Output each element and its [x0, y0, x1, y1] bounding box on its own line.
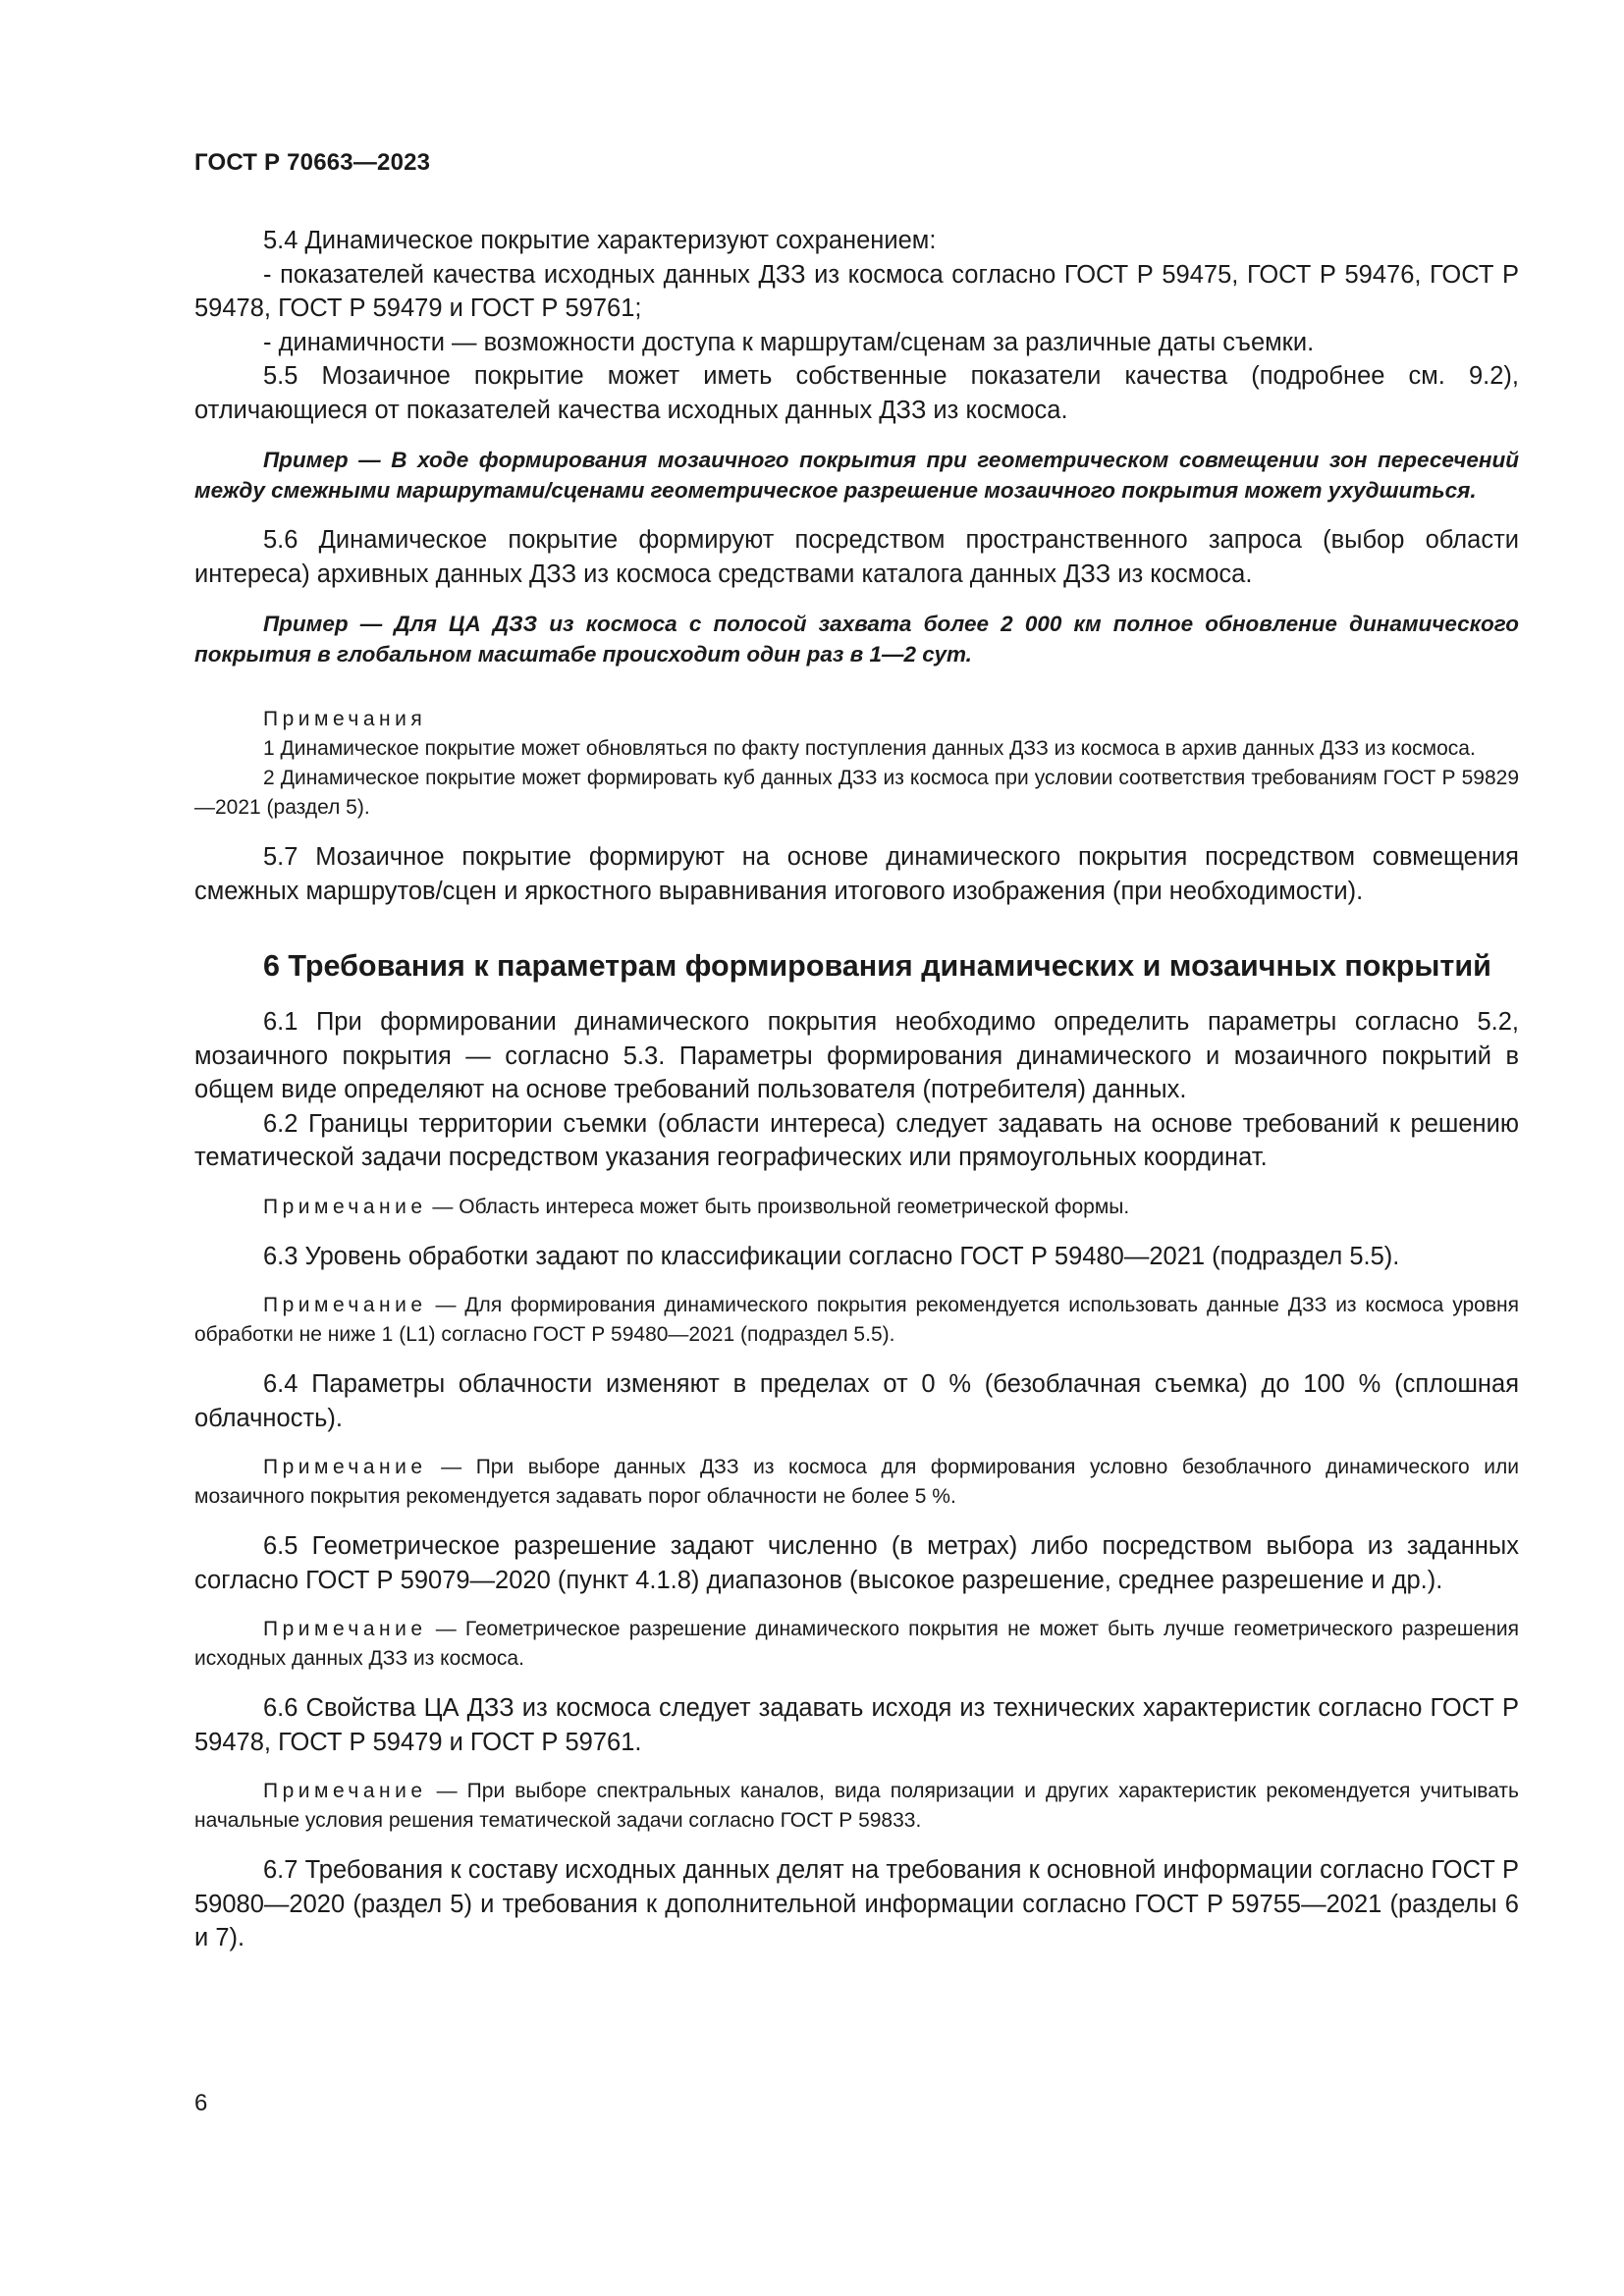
- clause-6-5: 6.5 Геометрическое разрешение задают численно (в метрах) либо посредством выбора из заданных согласно ГОСТ Р 59079—2020 (пункт 4.1.8) диапазонов (высокое разрешение, среднее разрешение и др.).: [194, 1532, 1519, 1594]
- note-6-4: [194, 1453, 1519, 1512]
- clause-6-1: 6.1 При формировании динамического покрытия необходимо определить параметры согласно 5.2, мозаичного покрытия — согласно 5.3. Параметры формирования динамического и мозаичного покрытий в общем виде определяют на основе требований пользователя (потребителя) данных.: [194, 1008, 1519, 1103]
- example-2: Пример — Для ЦА ДЗЗ из космоса с полосой захвата более 2 000 км полное обновление динамического покрытия в глобальном масштабе происходит один раз в 1—2 сут.: [194, 612, 1519, 667]
- note-label: Примечание: [263, 1618, 427, 1640]
- note-6-5-text: — Геометрическое разрешение динамического покрытия не может быть лучше геометрического разрешения исходных данных ДЗЗ из космоса.: [194, 1618, 1519, 1670]
- clause-5-6: 5.6 Динамическое покрытие формируют посредством пространственного запроса (выбор области интереса) архивных данных ДЗЗ из космоса средствами каталога данных ДЗЗ из космоса.: [194, 526, 1519, 588]
- note-6-6: [194, 1777, 1519, 1836]
- note-label: Примечание: [263, 1780, 427, 1802]
- clause-5-4-item-1: - показателей качества исходных данных ДЗЗ из космоса согласно ГОСТ Р 59475, ГОСТ Р 59476, ГОСТ Р 59478, ГОСТ Р 59479 и ГОСТ Р 59761;: [194, 260, 1519, 322]
- clause-5-7: 5.7 Мозаичное покрытие формируют на основе динамического покрытия посредством совмещения смежных маршрутов/сцен и яркостного выравнивания итогового изображения (при необходимости).: [194, 843, 1519, 905]
- note-6-2: [194, 1193, 1519, 1222]
- page-number: 6: [194, 2090, 208, 2116]
- clause-6-6: 6.6 Свойства ЦА ДЗЗ из космоса следует задавать исходя из технических характеристик согласно ГОСТ Р 59478, ГОСТ Р 59479 и ГОСТ Р 59761.: [194, 1694, 1519, 1756]
- note-6-3-text: — Для формирования динамического покрытия рекомендуется использовать данные ДЗЗ из космоса уровня обработки не ниже 1 (L1) согласно ГОСТ Р 59480—2021 (подраздел 5.5).: [194, 1294, 1519, 1346]
- clause-5-4-item-2: - динамичности — возможности доступа к маршрутам/сценам за различные даты съемки.: [263, 328, 1315, 356]
- clause-6-2: 6.2 Границы территории съемки (области интереса) следует задавать на основе требований к решению тематической задачи посредством указания географических или прямоугольных координат.: [194, 1109, 1519, 1171]
- clause-6-7: 6.7 Требования к составу исходных данных делят на требования к основной информации согласно ГОСТ Р 59080—2020 (раздел 5) и требования к дополнительной информации согласно ГОСТ Р 59755—2021 (разделы 6 и 7).: [194, 1856, 1519, 1951]
- notes-heading: Примечания: [263, 708, 427, 730]
- clause-5-4: 5.4 Динамическое покрытие характеризуют сохранением:: [263, 227, 937, 254]
- clause-6-3: 6.3 Уровень обработки задают по классификации согласно ГОСТ Р 59480—2021 (подраздел 5.5).: [263, 1242, 1400, 1270]
- note-6-5: [194, 1615, 1519, 1674]
- note-5-6-1: 1 Динамическое покрытие может обновляться по факту поступления данных ДЗЗ из космоса в архив данных ДЗЗ из космоса.: [263, 737, 1476, 760]
- note-label: Примечание: [263, 1456, 427, 1478]
- section-6-title: 6 Требования к параметрам формирования динамических и мозаичных покрытий: [263, 949, 1491, 983]
- note-5-6-2: 2 Динамическое покрытие может формировать куб данных ДЗЗ из космоса при условии соответствия требованиям ГОСТ Р 59829—2021 (раздел 5).: [194, 767, 1519, 819]
- clause-6-4: 6.4 Параметры облачности изменяют в пределах от 0 % (безоблачная съемка) до 100 % (сплошная облачность).: [194, 1370, 1519, 1432]
- standard-code-header: ГОСТ Р 70663—2023: [194, 149, 431, 176]
- note-6-4-text: — При выборе данных ДЗЗ из космоса для формирования условно безоблачного динамического или мозаичного покрытия рекомендуется задавать порог облачности не более 5 %.: [194, 1456, 1519, 1508]
- note-6-6-text: — При выборе спектральных каналов, вида поляризации и других характеристик рекомендуется учитывать начальные условия решения тематической задачи согласно ГОСТ Р 59833.: [194, 1780, 1519, 1832]
- note-6-3: [194, 1291, 1519, 1350]
- note-6-2-text: — Область интереса может быть произвольной геометрической формы.: [432, 1195, 1130, 1218]
- example-1: Пример — В ходе формирования мозаичного покрытия при геометрическом совмещении зон пересечений между смежными маршрутами/сценами геометрическое разрешение мозаичного покрытия может ухудшиться.: [194, 448, 1519, 503]
- note-label: Примечание: [263, 1294, 427, 1316]
- clause-5-5: 5.5 Мозаичное покрытие может иметь собственные показатели качества (подробнее см. 9.2), отличающиеся от показателей качества исходных данных ДЗЗ из космоса.: [194, 362, 1519, 424]
- page-content: [194, 224, 1519, 1955]
- note-label: Примечание: [263, 1195, 427, 1218]
